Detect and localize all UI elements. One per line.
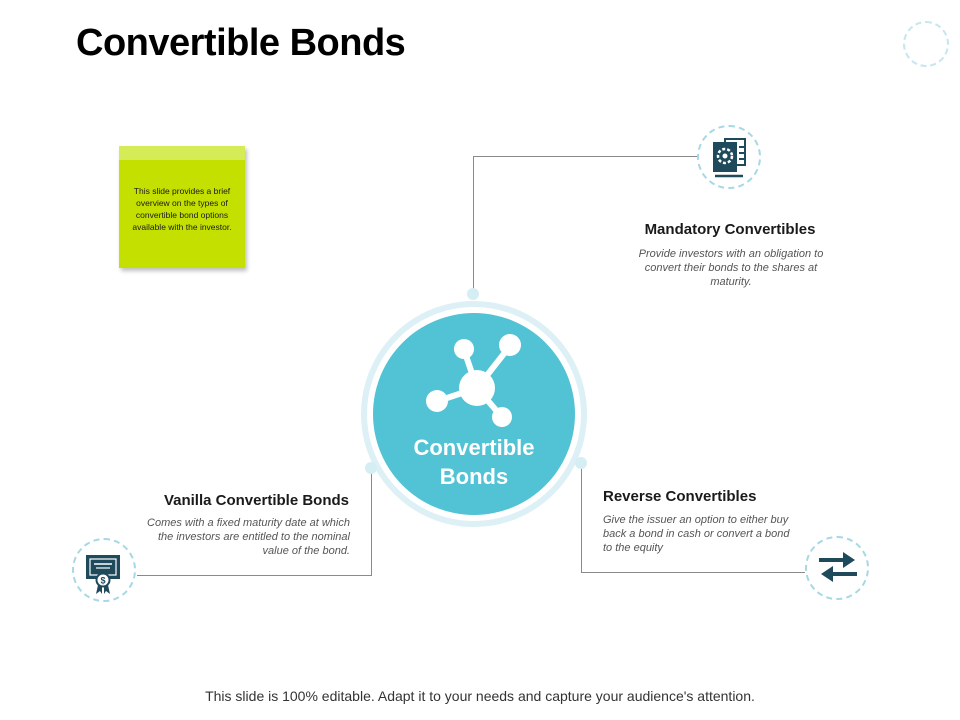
reverse-convertibles-heading: Reverse Convertibles xyxy=(603,488,757,505)
svg-text:$: $ xyxy=(100,575,106,586)
page-title: Convertible Bonds xyxy=(76,22,406,64)
connector-dot-top xyxy=(467,288,479,300)
center-label-line2: Bonds xyxy=(439,464,509,489)
connector-left-vertical xyxy=(371,470,372,576)
reverse-convertibles-description: Give the issuer an option to either buy back a bond in cash or convert a bond to the equity xyxy=(603,514,790,554)
connector-top-vertical xyxy=(473,156,474,294)
vanilla-convertible-bonds-description: Comes with a fixed maturity date at which the investors are entitled to the nominal value of the bond. xyxy=(147,517,350,557)
certificate-dollar-icon xyxy=(74,540,134,600)
exchange-arrows-icon-ring xyxy=(805,536,869,600)
connector-right-vertical xyxy=(581,465,582,573)
document-gear-icon-ring xyxy=(697,125,761,189)
decorative-circle xyxy=(903,21,949,67)
exchange-arrows-icon xyxy=(807,538,867,598)
connector-left-horizontal xyxy=(137,575,372,576)
connector-dot-right xyxy=(575,457,587,469)
document-gear-icon xyxy=(699,127,759,187)
connector-top-horizontal xyxy=(473,156,698,157)
sticky-note xyxy=(119,146,245,268)
vanilla-convertible-bonds-heading: Vanilla Convertible Bonds xyxy=(163,492,349,509)
footer-note: This slide is 100% editable. Adapt it to your needs and capture your audience's attention. xyxy=(205,688,755,704)
certificate-dollar-icon-ring xyxy=(72,538,136,602)
center-label xyxy=(373,433,575,491)
sticky-note-tab xyxy=(119,146,245,160)
center-label-line1: Convertible xyxy=(413,435,535,460)
mandatory-convertibles-description: Provide investors with an obligation to convert their bonds to the shares at maturity. xyxy=(638,248,824,288)
mandatory-convertibles-heading: Mandatory Convertibles xyxy=(644,221,816,238)
connector-right-horizontal xyxy=(581,572,805,573)
sticky-note-text: This slide provides a brief overview on the types of convertible bond options available with the investor. xyxy=(132,186,232,232)
